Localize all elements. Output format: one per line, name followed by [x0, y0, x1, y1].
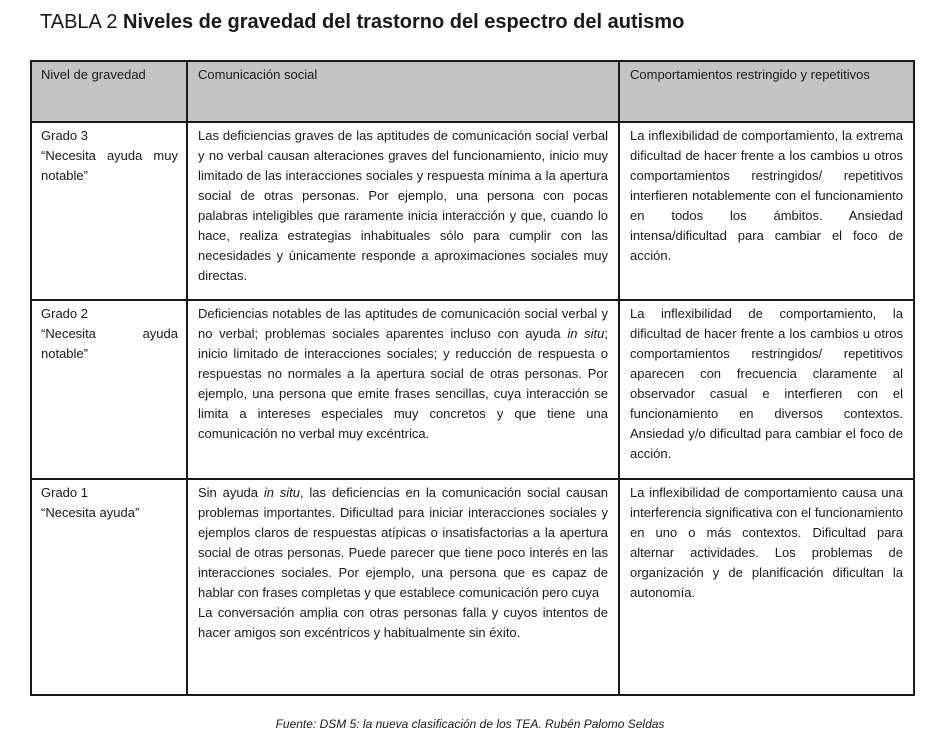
behavior-cell: [619, 122, 914, 300]
header-severity: Nivel de gravedad: [31, 61, 187, 122]
social-cell: [187, 479, 619, 695]
severity-table: [30, 60, 915, 696]
grade-label: Grado 3: [41, 128, 88, 143]
behavior-text: La inflexibilidad de comportamiento, la extrema dificultad de hacer frente a los cambios u otros comportamientos restringidos/ repetitivos interfieren notablemente con el funcionamiento en todos los ámbitos. Ansiedad intensa/dificultad para cambiar el foco de acción.: [630, 128, 903, 263]
support-label: “Necesita ayuda notable”: [41, 326, 178, 361]
header-behavior: [619, 61, 914, 122]
social-text-start: Sin ayuda: [198, 485, 264, 500]
table-row: [31, 479, 914, 695]
table-row: [31, 122, 914, 300]
social-text-emphasis: in situ: [567, 326, 605, 341]
social-cell: [187, 122, 619, 300]
social-text-end: ; inicio limitado de interacciones sociales; y reducción de respuesta o respuestas no normales a la apertura social de otras personas. Por ejemplo, una persona que emite frases sencillas, cuya interacción se limita a intereses especiales muy concretos y que tiene una comunicación no verbal muy excéntrica.: [198, 326, 608, 441]
header-behavior-text: Comportamientos restringido y repetitivos: [630, 67, 870, 82]
social-text-emphasis: in situ: [263, 485, 300, 500]
table-heading: Niveles de gravedad del trastorno del espectro del autismo: [123, 11, 685, 33]
social-text-start: Deficiencias notables de las aptitudes de comunicación social verbal y no verbal; problemas sociales aparentes incluso con ayuda: [198, 306, 608, 341]
source-footnote: Fuente: DSM 5: la nueva clasificación de los TEA. Rubén Palomo Seldas: [275, 717, 665, 731]
header-social: Comunicación social: [187, 61, 619, 122]
table-row: [31, 300, 914, 479]
grade-label: Grado 2: [41, 306, 88, 321]
grade-cell: [31, 479, 187, 695]
grade-label: Grado 1: [41, 485, 88, 500]
social-text-end: , las deficiencias en la comunicación social causan problemas importantes. Dificultad para iniciar interacciones sociales y ejemplos claros de respuestas atípicas o insatisfactorias a la apertura social de otras personas. Puede parecer que tiene poco interés en las interacciones sociales. Por ejemplo, una persona que es capaz de hablar con frases completas y que establece comunicación pero cuya: [198, 485, 608, 600]
table-title: [40, 9, 684, 35]
support-label: “Necesita ayuda”: [41, 505, 140, 520]
grade-cell: [31, 122, 187, 300]
social-cell: [187, 300, 619, 479]
behavior-text: La inflexibilidad de comportamiento, la dificultad de hacer frente a los cambios u otros comportamientos restringidos/ repetitivos aparecen con frecuencia claramente al observador casual e interfieren con el funcionamiento en diversos contextos. Ansiedad y/o dificultad para cambiar el foco de acción.: [630, 306, 903, 461]
behavior-cell: [619, 300, 914, 479]
support-label: “Necesita ayuda muy notable”: [41, 148, 178, 183]
table-number: TABLA 2: [40, 11, 118, 33]
header-row: [31, 61, 914, 122]
behavior-cell: [619, 479, 914, 695]
social-text: Las deficiencias graves de las aptitudes de comunicación social verbal y no verbal causan alteraciones graves del funcionamiento, inicio muy limitado de las interacciones sociales y respuesta mínima a la apertura social de otras personas. Por ejemplo, una persona con pocas palabras inteligibles que raramente inicia interacción y que, cuando lo hace, realiza estrategias inhabituales sólo para cumplir con las necesidades y únicamente responde a aproximaciones sociales muy directas.: [198, 128, 608, 283]
behavior-text: La inflexibilidad de comportamiento causa una interferencia significativa con el funcionamiento en uno o más contextos. Dificultad para alternar actividades. Los problemas de organización y de planificación dificultan la autonomía.: [630, 485, 903, 600]
grade-cell: [31, 300, 187, 479]
social-text: [198, 483, 608, 603]
social-text-continued: La conversación amplia con otras personas falla y cuyos intentos de hacer amigos son excéntricos y habitualmente sin éxito.: [198, 605, 608, 640]
social-text: [198, 304, 608, 444]
